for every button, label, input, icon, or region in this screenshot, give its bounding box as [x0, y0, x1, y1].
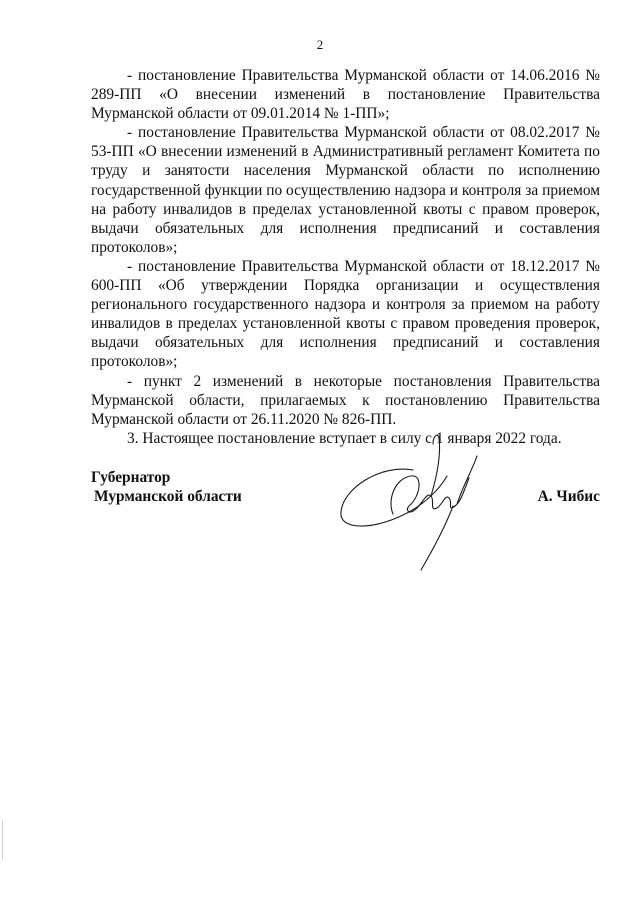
signature-stroke-flourish — [457, 456, 477, 504]
paragraph-point-2-changes: - пункт 2 изменений в некоторые постановления Правительства Мурманской области, прилагаемых к постановлению Правительства Мурманской области от 26.11.2020 № 826-ПП. — [91, 372, 600, 428]
signature-block — [91, 468, 600, 588]
signature-stroke-tail — [421, 506, 453, 570]
signatory-role-line2: Мурманской области — [94, 488, 242, 505]
signature-stroke-loop — [341, 469, 447, 526]
paragraph-effective-date: 3. Настоящее постановление вступает в силу с 1 января 2022 года. — [127, 429, 562, 447]
paragraph-resolution-53: - постановление Правительства Мурманской области от 08.02.2017 № 53-ПП «О внесении изменений в Административный регламент Комитета по труду и занятости населения Мурманской области по исполнению государственной функции по осуществлению надзора и контроля за приемом на работу инвалидов в пределах установленной квоты с правом проверок, выдачи обязательных для исполнения предписаний и составления протоколов»; — [91, 124, 600, 256]
document-body — [91, 66, 600, 448]
handwritten-signature — [335, 426, 485, 576]
signatory-role — [91, 468, 242, 506]
signatory-name: А. Чибис — [537, 488, 600, 505]
page-number: 2 — [316, 37, 324, 52]
signature-stroke-letters — [391, 476, 469, 514]
scan-margin-mark — [2, 820, 3, 860]
signatory-role-line1: Губернатор — [91, 469, 171, 486]
paragraph-resolution-289: - постановление Правительства Мурманской области от 14.06.2016 № 289-ПП «О внесении изменений в постановление Правительства Мурманской области от 09.01.2014 № 1-ПП»; — [91, 67, 600, 123]
paragraph-resolution-600: - постановление Правительства Мурманской области от 18.12.2017 № 600-ПП «Об утверждении Порядка организации и осуществления регионального государственного надзора и контроля за приемом на работу инвалидов в пределах установленной квоты с правом проведения проверок, выдачи обязательных для исполнения предписаний и составления протоколов»; — [91, 257, 600, 371]
signature-stroke-upstroke — [431, 435, 440, 496]
